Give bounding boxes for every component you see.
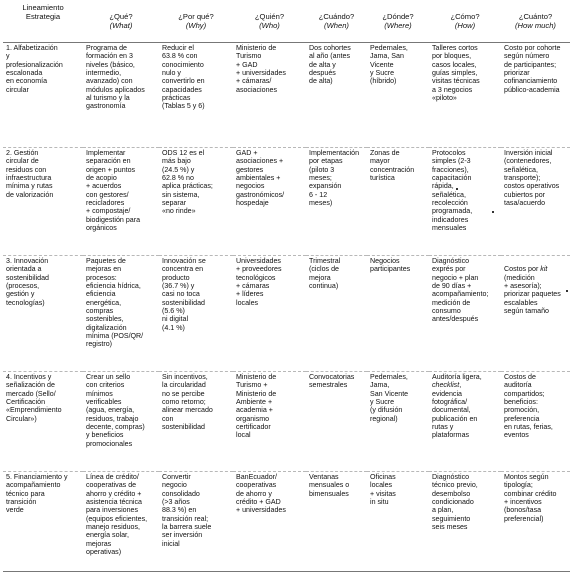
header-when [306,3,367,42]
cell-where: Pedernales, Jama, San Vicente y Sucre (híbrido) [370,43,408,86]
cell-howmuch: Inversión inicial (contenedores, señalética, transporte); costos operativos cubiertos por tasa/acuerdo [501,147,570,255]
italic-term: kit [540,265,548,274]
cell-strategy: 1. Alfabetización y profesionalización escalonada en economía circular [6,43,63,94]
header-who-question: ¿Quién? [254,11,285,21]
stray-mark-dot [566,290,568,292]
stray-mark-dot [492,211,494,213]
italic-term: checklist [432,381,460,390]
cell-how: Auditoría ligera, checklist, evidencia fotográfica/ documental, publicación en rutas y plataformas [429,371,501,471]
cell-who: Ministerio de Turismo + Ministerio de Ambiente + academia + organismo certificador local [233,371,306,471]
cell-why: Reducir el 63.8 % con conocimiento nulo y convertirlo en capacidades prácticas (Tablas 5 y 6) [162,43,205,111]
howmuch-costs-text: Costos por kit (medición + asesoría); priorizar paquetes escalables según tamaño [504,265,561,315]
table-row [3,147,570,255]
cell-how: Protocolos simples (2-3 fracciones), capacitación rápida, señalética, recolección programada, indicadores mensuales [429,147,501,255]
cell-how: Talleres cortos por bloques, casos locales, guías simples, visitas técnicas a 3 negocios «piloto» [432,43,480,102]
table-row [3,255,570,371]
cell-where: Negocios participantes [367,255,429,371]
cell-who: Ministerio de Turismo + GAD + universidades + cámaras/ asociaciones [236,43,286,94]
header-when-question: ¿Cuándo? [318,11,355,21]
cell-why: ODS 12 es el más bajo (24.5 %) y 62.8 % no aplica prácticas; sin sistema, separar «no rinde» [159,147,233,255]
cell-howmuch: Montos según tipología; combinar crédito + incentivos (bonos/tasa preferencial) [501,471,570,571]
header-why-question: ¿Por qué? [178,11,214,21]
header-howmuch [501,3,570,42]
header-who-english: (Who) [259,20,280,30]
cell-when: Dos cohortes al año (antes de alta y después de alta) [309,43,351,86]
cell-howmuch [501,255,570,371]
cell-who: BanEcuador/ cooperativas de ahorro y crédito + GAD + universidades [233,471,306,571]
cell-strategy: 2. Gestión circular de residuos con infraestructura mínima y rutas de valorización [3,147,83,255]
cell-why: Innovación se concentra en producto (36.7 %) y casi no toca sostenibilidad (5.6 %) ni digital (4.1 %) [159,255,233,371]
cell-where: Zonas de mayor concentración turística [367,147,429,255]
header-what [83,3,159,42]
cell-what: Implementar separación en origen + puntos de acopio + acuerdos con gestores/ recicladores + compostaje/ biodigestión para orgánicos [83,147,159,255]
cell-when: Implementación por etapas (piloto 3 meses; expansión 6 - 12 meses) [306,147,367,255]
cell-what: Línea de crédito/ cooperativas de ahorro y crédito + asistencia técnica para inversiones (equipos eficientes, manejo residuos, energía solar, mejoras operativas) [83,471,159,571]
header-why [159,3,233,42]
table-row [3,42,570,147]
strategy-matrix-table [3,3,570,572]
cell-who: GAD + asociaciones + gestores ambientales + negocios gastronómicos/ hospedaje [233,147,306,255]
cell-howmuch: Costos de auditoría compartidos; beneficios: promoción, preferencia en rutas, ferias, eventos [501,371,570,471]
cell-howmuch: Costo por cohorte según número de participantes; priorizar cofinanciamiento público-academia [504,43,561,94]
stray-mark-dot [456,188,458,190]
cell-where: Oficinas locales + visitas in situ [367,471,429,571]
cell-how: Diagnóstico técnico previo, desembolso condicionado a plan, seguimiento seis meses [429,471,501,571]
cell-why: Sin incentivos, la circularidad no se percibe como retorno; alinear mercado con sostenibilidad [159,371,233,471]
cell-strategy: 5. Financiamiento y acompañamiento técnico para transición verde [3,471,83,571]
header-why-english: (Why) [185,20,207,30]
header-how-english: (How) [454,20,476,30]
cell-what: Paquetes de mejoras en procesos: eficiencia hídrica, eficiencia energética, compras sostenibles, digitalización mínima (POS/QR/ registro) [83,255,159,371]
cell-when: Convocatorias semestrales [306,371,367,471]
header-what-question: ¿Qué? [109,11,133,21]
cell-strategy: 4. Incentivos y señalización de mercado (Sello/ Certificación «Emprendimiento Circular») [3,371,83,471]
cell-where: Pedernales, Jama, San Vicente y Sucre (y difusión regional) [367,371,429,471]
cell-why: Convertir negocio consolidado (>3 años 88.3 %) en transición real; la barrera suele ser inversión inicial [159,471,233,571]
header-who [233,3,306,42]
header-what-english: (What) [109,20,133,30]
header-howmuch-question: ¿Cuánto? [518,11,553,21]
table-header-row [3,3,570,42]
cell-how: Diagnóstico exprés por negocio + plan de 90 días + acompañamiento; medición de consumo antes/después [429,255,501,371]
header-how [429,3,501,42]
cell-strategy: 3. Innovación orientada a sostenibilidad (procesos, gestión y tecnologías) [3,255,83,371]
header-where-question: ¿Dónde? [382,11,414,21]
header-how-question: ¿Cómo? [450,11,480,21]
cell-what: Programa de formación en 3 niveles (básico, intermedio, avanzado) con módulos aplicados al turismo y la gastronomía [86,43,145,111]
cell-when: Trimestral (ciclos de mejora continua) [306,255,367,371]
header-where-english: (Where) [384,20,412,30]
cell-when: Ventanas mensuales o bimensuales [306,471,367,571]
header-strategy: Lineamiento Estrategia [3,3,83,42]
header-when-english: (When) [324,20,349,30]
cell-what: Crear un sello con criterios mínimos verificables (agua, energía, residuos, trabajo decente, compras) y beneficios promocionales [83,371,159,471]
cell-who: Universidades + proveedores tecnológicos + cámaras + líderes locales [233,255,306,371]
header-howmuch-english: (How much) [515,20,556,30]
table-row [3,471,570,571]
header-where [367,3,429,42]
table-row [3,371,570,471]
